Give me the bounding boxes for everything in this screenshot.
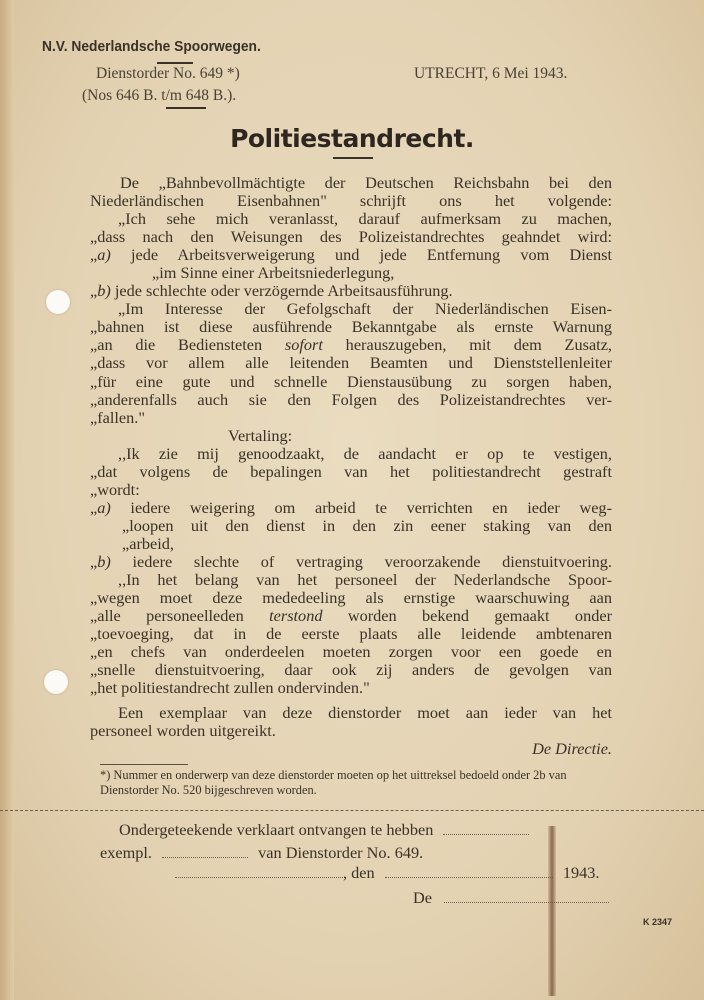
line-text: jede Arbeitsverweigerung und jede Entfernung vom Dienst xyxy=(110,245,612,265)
line-text: „bahnen ist diese ausführende Bekanntgabe als ernste Warnung xyxy=(90,317,612,337)
body-line xyxy=(90,535,612,553)
underline xyxy=(166,107,206,109)
body-line xyxy=(90,354,612,372)
receipt-line-3 xyxy=(175,863,599,883)
body-line xyxy=(90,264,612,282)
line-text: De „Bahnbevollmächtigte der Deutschen Reichsbahn bei den xyxy=(120,173,612,192)
body-line xyxy=(90,661,612,679)
title-underline xyxy=(333,157,373,159)
footnote: *) Nummer en onderwerp van deze dienstorder moeten op het uittreksel bedoeld onder 2b van Dienstorder No. 520 bijgeschreven worden. xyxy=(100,768,567,797)
body-line xyxy=(90,228,612,246)
line-text: „snelle dienstuitvoering, daar ook zij anders de gevolgen van xyxy=(90,660,612,680)
punch-hole xyxy=(44,670,68,694)
body-line xyxy=(90,463,612,481)
body-line xyxy=(90,553,612,571)
receipt-line-2 xyxy=(100,843,423,863)
line-text: „wegen moet deze mededeeling als ernstige waarschuwing aan xyxy=(90,588,612,608)
paper-stain xyxy=(548,826,556,996)
line-text: Niederländischen Eisenbahnen" schrijft ons het volgende: xyxy=(90,191,612,211)
signature-directie xyxy=(90,740,612,758)
date-field[interactable] xyxy=(385,876,553,878)
body-line xyxy=(90,517,612,535)
body-line xyxy=(90,607,612,625)
form-code: K 2347 xyxy=(643,917,673,927)
line-text: „toevoeging, dat in de eerste plaats alle leidende ambtenaren xyxy=(90,624,612,644)
body-line xyxy=(90,427,612,445)
line-text: herauszugeben, mit dem Zusatz, xyxy=(322,335,612,355)
signature-label: De xyxy=(413,888,432,907)
receipt-line-1 xyxy=(119,820,529,840)
cut-line xyxy=(0,810,704,811)
body-line xyxy=(90,210,612,228)
line-text: ,,Ik zie mij genoodzaakt, de aandacht er op te vestigen, xyxy=(118,443,612,463)
line-text: „dass vor allem alle leitenden Beamten und Dienststellenleiter xyxy=(90,353,612,373)
line-text: „Ich sehe mich veranlasst, darauf aufmerksam zu machen, xyxy=(118,209,612,229)
body-line xyxy=(90,246,612,264)
emphasis-text: b) xyxy=(97,281,111,301)
line-text: „arbeid, xyxy=(122,533,174,553)
company-name: N.V. Nederlandsche Spoorwegen. xyxy=(42,38,261,55)
body-line xyxy=(90,409,612,427)
exempl-label: exempl. xyxy=(100,843,152,862)
line-text: „alle personeelleden xyxy=(90,606,270,626)
line-text: ,,In het belang van het personeel der Nederlandsche Spoor- xyxy=(118,570,612,590)
order-number: Dienstorder No. 649 *) xyxy=(96,65,240,82)
line-text: „wordt: xyxy=(90,479,140,499)
order-references: (Nos 646 B. t/m 648 B.). xyxy=(82,87,237,104)
body-line xyxy=(90,571,612,589)
line-text: „ xyxy=(90,245,98,265)
emphasis-text: a) xyxy=(97,497,111,517)
receipt-line-4 xyxy=(413,888,609,908)
place-field[interactable] xyxy=(175,876,343,878)
order-reference: van Dienstorder No. 649. xyxy=(258,843,424,862)
line-text: „für eine gute und schnelle Dienstausübung zu sorgen haben, xyxy=(90,371,612,391)
line-text: „an die Bediensteten xyxy=(90,335,285,355)
line-text: iedere weigering om arbeid te verrichten en ieder weg- xyxy=(110,497,612,517)
body-line xyxy=(90,300,612,318)
body-line xyxy=(90,391,612,409)
body-line xyxy=(90,722,612,740)
body-line xyxy=(90,499,612,517)
body-line xyxy=(90,336,612,354)
line-text: „ xyxy=(90,281,98,301)
line-text: personeel worden uitgereikt. xyxy=(90,721,276,741)
copies-field[interactable] xyxy=(443,833,529,835)
body-line xyxy=(90,643,612,661)
line-text: „en chefs van onderdeelen moeten zorgen voor een goede en xyxy=(90,642,612,662)
signature-field[interactable] xyxy=(444,901,609,903)
line-text: „anderenfalls auch sie den Folgen des Polizeistandrechtes ver- xyxy=(90,389,612,409)
body-line xyxy=(90,704,612,722)
line-text: „ xyxy=(90,497,98,517)
body-line xyxy=(90,318,612,336)
den-label: , den xyxy=(343,863,375,882)
receipt-statement: Ondergeteekende verklaart ontvangen te hebben xyxy=(119,820,434,839)
line-text: „fallen." xyxy=(90,407,146,427)
year-label: 1943. xyxy=(562,863,600,882)
emphasis-text: terstond xyxy=(269,606,323,626)
punch-hole xyxy=(46,290,70,314)
underline xyxy=(157,62,193,64)
line-text: Vertaling: xyxy=(228,425,293,445)
exempl-field[interactable] xyxy=(162,856,248,858)
line-text: De Directie. xyxy=(532,739,612,759)
line-text: worden bekend gemaakt onder xyxy=(322,606,613,626)
body-line xyxy=(90,679,612,697)
place-date: UTRECHT, 6 Mei 1943. xyxy=(414,65,568,82)
line-text: iedere slechte of vertraging veroorzakende dienstuitvoering. xyxy=(110,551,612,571)
body-line xyxy=(90,192,612,210)
body-line xyxy=(90,625,612,643)
body-text xyxy=(90,174,612,759)
line-text: „loopen uit den dienst in den zin eener staking van den xyxy=(122,515,612,535)
line-text: „ xyxy=(90,551,98,571)
line-text: jede schlechte oder verzögernde Arbeitsausführung. xyxy=(110,281,453,301)
emphasis-text: a) xyxy=(97,245,111,265)
emphasis-text: sofort xyxy=(284,335,323,355)
body-line xyxy=(90,373,612,391)
line-text: Een exemplaar van deze dienstorder moet aan ieder van het xyxy=(118,703,612,723)
line-text: „im Sinne einer Arbeitsniederlegung, xyxy=(152,263,395,283)
body-line xyxy=(90,481,612,499)
footnote-rule xyxy=(100,764,188,765)
line-text: „Im Interesse der Gefolgschaft der Niederländischen Eisen- xyxy=(118,299,612,319)
line-text: „dass nach den Weisungen des Polizeistandrechtes geahndet wird: xyxy=(90,227,612,247)
body-line xyxy=(90,589,612,607)
page-title: Politiestandrecht. xyxy=(230,124,474,153)
line-text: „het politiestandrecht zullen ondervinden." xyxy=(90,678,370,698)
body-line xyxy=(90,282,612,300)
body-line xyxy=(90,445,612,463)
body-line xyxy=(90,174,612,192)
emphasis-text: b) xyxy=(97,551,111,571)
line-text: „dat volgens de bepalingen van het politiestandrecht gestraft xyxy=(90,461,612,481)
